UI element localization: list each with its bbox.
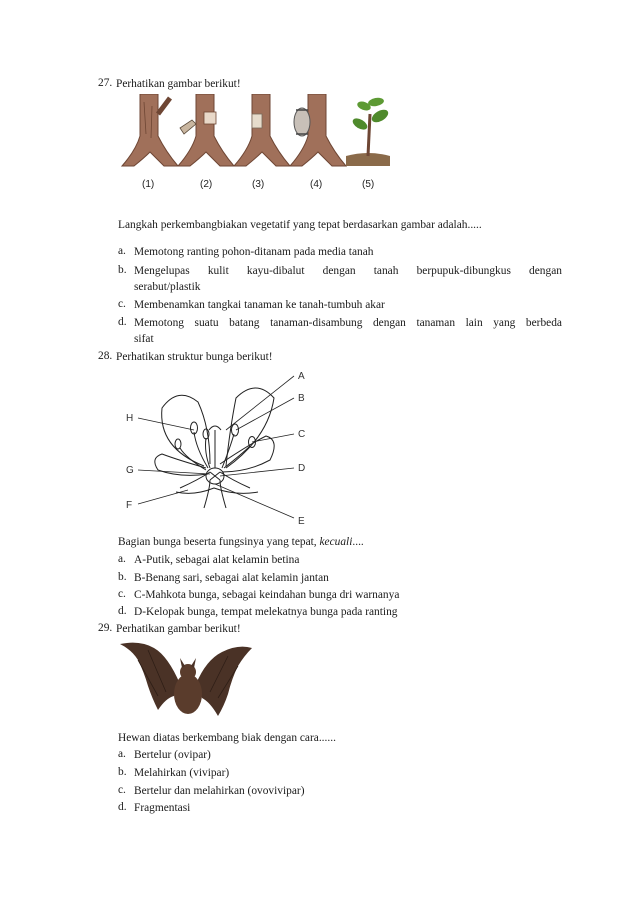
q27-number: 27.	[98, 77, 113, 89]
q29-option-d: Fragmentasi	[134, 802, 191, 814]
q29-option-b-letter: b.	[118, 766, 127, 778]
q28-prompt: Perhatikan struktur bunga berikut!	[116, 351, 273, 363]
q28-option-c: C-Mahkota bunga, sebagai keindahan bunga dri warnanya	[134, 589, 400, 601]
q27-option-d-line1: Memotong suatu batang tanaman-disambung dengan tanaman lain yang berbeda	[134, 317, 562, 329]
q27-option-d-letter: d.	[118, 316, 127, 328]
q27-option-b-line2: serabut/plastik	[134, 281, 201, 293]
flower-label-E: E	[298, 516, 305, 527]
q27-option-c: Membenamkan tangkai tanaman ke tanah-tumbuh akar	[134, 299, 385, 311]
q29-number: 29.	[98, 622, 113, 634]
q28-option-b: B-Benang sari, sebagai alat kelamin jantan	[134, 572, 329, 584]
flower-label-C: C	[298, 429, 306, 440]
figure-label-2: (2)	[200, 179, 213, 190]
q27-option-a-letter: a.	[118, 245, 126, 257]
bat-figure	[118, 636, 258, 726]
q27-prompt: Perhatikan gambar berikut!	[116, 78, 241, 90]
q28-option-a: A-Putik, sebagai alat kelamin betina	[134, 554, 300, 566]
q28-option-c-letter: c.	[118, 588, 126, 600]
flower-label-B: B	[298, 393, 305, 404]
q29-option-b: Melahirkan (vivipar)	[134, 767, 230, 779]
q29-option-a: Bertelur (ovipar)	[134, 749, 211, 761]
figure-label-4: (4)	[310, 179, 323, 190]
q29-option-c-letter: c.	[118, 784, 126, 796]
flower-label-H: H	[126, 413, 134, 424]
q27-option-a: Memotong ranting pohon-ditanam pada media tanah	[134, 246, 374, 258]
figure-label-1: (1)	[142, 179, 155, 190]
q29-option-a-letter: a.	[118, 748, 126, 760]
q28-number: 28.	[98, 350, 113, 362]
q29-option-c: Bertelur dan melahirkan (ovovivipar)	[134, 785, 305, 797]
flower-structure-figure	[118, 368, 318, 530]
q28-option-b-letter: b.	[118, 571, 127, 583]
flower-label-A: A	[298, 371, 305, 382]
figure-label-5: (5)	[362, 179, 375, 190]
flower-label-F: F	[126, 500, 133, 511]
grafting-steps-figure	[118, 94, 398, 196]
figure-label-3: (3)	[252, 179, 265, 190]
q28-question: Bagian bunga beserta fungsinya yang tepat, kecuali....	[118, 536, 364, 548]
flower-label-G: G	[126, 465, 134, 476]
q27-option-b-letter: b.	[118, 264, 127, 276]
q27-question: Langkah perkembangbiakan vegetatif yang tepat berdasarkan gambar adalah.....	[118, 219, 482, 231]
figure-panel-5	[346, 97, 390, 166]
flower-pointer-lines	[138, 376, 294, 518]
q29-prompt: Perhatikan gambar berikut!	[116, 623, 241, 635]
figure-panel-1	[122, 94, 178, 166]
figure-panel-4	[290, 94, 346, 166]
q27-option-d-line2: sifat	[134, 333, 154, 345]
q27-option-c-letter: c.	[118, 298, 126, 310]
q28-option-d-letter: d.	[118, 605, 127, 617]
q29-question: Hewan diatas berkembang biak dengan cara......	[118, 732, 336, 744]
figure-panel-3	[234, 94, 290, 166]
flower-label-D: D	[298, 463, 306, 474]
q28-option-d: D-Kelopak bunga, tempat melekatnya bunga pada ranting	[134, 606, 398, 618]
figure-panel-2	[178, 94, 234, 166]
q29-option-d-letter: d.	[118, 801, 127, 813]
q28-option-a-letter: a.	[118, 553, 126, 565]
q27-option-b-line1: Mengelupas kulit kayu-dibalut dengan tanah berpupuk-dibungkus dengan	[134, 265, 562, 277]
